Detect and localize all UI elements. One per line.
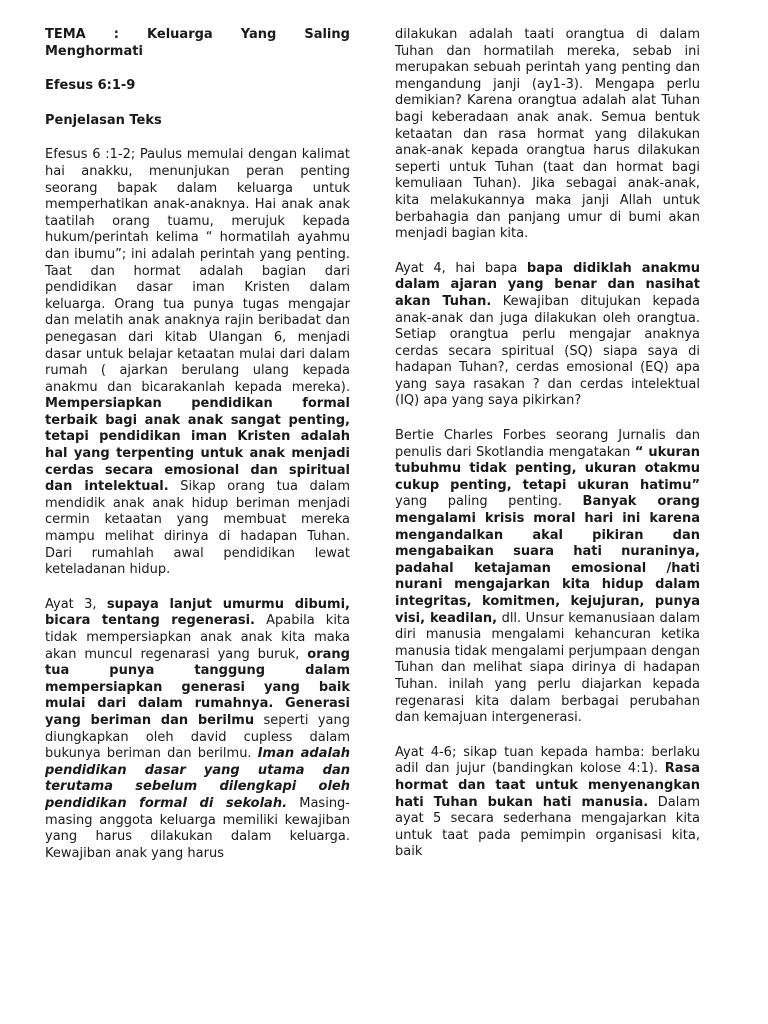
text-run: yang paling penting.: [395, 494, 562, 510]
bold-run: “ ukuran tubuhmu tidak penting, ukuran otakmu cukup penting, tetapi ukuran hatimu”: [395, 444, 700, 493]
left-column: [45, 27, 350, 862]
text-run: Dalam ayat 5 secara sederhana mengajarkan kita untuk taat pada pemimpin organisasi kita, baik: [395, 794, 700, 860]
text-run: Ayat 3,: [45, 596, 97, 612]
text-run: Masing-masing anggota keluarga memiliki kewajiban yang harus dilakukan dalam keluarga. Kewajiban anak yang harus: [45, 795, 350, 861]
text-run: Ayat 4, hai bapa: [395, 260, 518, 276]
text-run: Efesus 6 :1-2; Paulus memulai dengan kalimat hai anakku, menunjukan peran penting seorang bapak dalam keluarga untuk memperhatikan anak-anaknya. Hai anak anak taatilah orang tuamu, merujuk kepada hukum/perintah kelima “ hormatilah ayahmu dan ibumu”; ini adalah perintah yang penting. Taat dan hormat adalah bagian dari pendidikan dasar iman Kristen dalam keluarga. Orang tua punya tugas mengajar dan melatih anak anaknya rajin beribadat dan penegasan dari kitab Ulangan 6, menjadi dasar untuk belajar ketaatan mulai dari dalam rumah ( ajarkan berulang ulang kepada anakmu dan bicarakanlah kepada mereka).: [45, 147, 350, 395]
bold-run: supaya lanjut umurmu dibumi, bicara tentang regenerasi.: [45, 596, 350, 629]
title-word: Yang: [240, 27, 277, 42]
paragraph-5: [395, 428, 700, 727]
paragraph-4: [395, 261, 700, 410]
text-run: dll. Unsur kemanusiaan dalam diri manusia mengalami kehancuran ketika manusia tidak mengalami perjumpaan dengan Tuhan dan melihat siapa dirinya di hadapan Tuhan. inilah yang perlu diajarkan kepada regenarasi kita dalam berbagai perubahan dan kemajuan intergenerasi.: [395, 610, 700, 726]
paragraph-3: dilakukan adalah taati orangtua di dalam Tuhan dan hormatilah mereka, sebab ini merupakan sebuah perintah yang penting dan mengandung janji (ay1-3). Mengapa perlu demikian? Karena orangtua adalah alat Tuhan bagi keberadaan anak anak. Semua bentuk ketaatan dan rasa hormat yang dilakukan anak-anak kepada orangtua harus dilakukan seperti untuk Tuhan (taat dan hormat bagi kemuliaan Tuhan). Jika sebagai anak-anak, kita melakukannya maka janji Allah untuk berbahagia dan panjang umur di bumi akan menjadi bagian kita.: [395, 27, 700, 242]
title-word: TEMA: [45, 27, 86, 42]
title-word: :: [113, 27, 119, 42]
paragraph-6: [395, 745, 700, 861]
text-run: Kewajiban ditujukan kepada anak-anak dan juga dilakukan oleh orangtua. Setiap orangtua perlu mengajar anaknya cerdas secara spiritual (SQ) siapa saya di hadapan Tuhan?, cerdas emosional (EQ) apa yang saya rasakan ? dan cerdas intelektual (IQ) apa yang saya pikirkan?: [395, 293, 700, 409]
paragraph-2: [45, 597, 350, 863]
scripture-reference: Efesus 6:1-9: [45, 78, 136, 94]
title-word: Saling: [304, 27, 350, 42]
bold-run: Banyak orang mengalami krisis moral hari ini karena mengandalkan akal pikiran dan mengabaikan suara hati nuraninya, padahal ketajaman emosional /hati nurani mengajarkan kita hidup dalam integritas, komitmen, kejujuran, punya visi, keadilan,: [395, 494, 700, 626]
bold-italic-run: Iman adalah pendidikan dasar yang utama dan terutama sebelum dilengkapi oleh pendidikan formal di sekolah.: [45, 746, 350, 811]
doc-title-line-1: [45, 27, 350, 44]
bold-run: Mempersiapkan pendidikan formal terbaik bagi anak anak sangat penting, tetapi pendidikan iman Kristen adalah hal yang terpenting untuk anak menjadi cerdas secara emosional dan spiritual dan intelektual.: [45, 396, 350, 495]
bold-run: bapa didiklah anakmu dalam ajaran yang benar dan nasihat akan Tuhan.: [395, 260, 701, 309]
text-run: Bertie Charles Forbes seorang Jurnalis dan penulis dari Skotlandia mengatakan: [395, 428, 700, 460]
text-run: Ayat 4-6; sikap tuan kepada hamba: berlaku adil dan jujur (bandingkan kolose 4:1).: [395, 744, 700, 777]
bold-run: Rasa hormat dan taat untuk menyenangkan hati Tuhan bukan hati manusia.: [395, 761, 700, 810]
right-column: [395, 27, 700, 861]
text-run: seperti yang diungkapkan oleh david cupless dalam bukunya beriman dan berilmu.: [45, 712, 350, 762]
doc-title-line-2: Menghormati: [45, 43, 143, 59]
section-heading: Penjelasan Teks: [45, 112, 162, 128]
text-run: Sikap orang tua dalam mendidik anak anak hidup beriman menjadi cermin ketaatan yang membuat mereka mampu melihat dirinya di hadapan Tuhan. Dari rumahlah awal pendidikan lewat keteladanan hidup.: [45, 479, 350, 578]
text-run: Apabila kita tidak mempersiapkan anak anak kita maka akan muncul regenarasi yang buruk,: [45, 613, 350, 662]
title-word: Keluarga: [147, 27, 213, 42]
bold-run: orang tua punya tanggung dalam mempersiapkan generasi yang baik mulai dari dalam rumahnya. Generasi yang beriman dan berilmu: [45, 646, 350, 728]
paragraph-1: [45, 147, 350, 578]
